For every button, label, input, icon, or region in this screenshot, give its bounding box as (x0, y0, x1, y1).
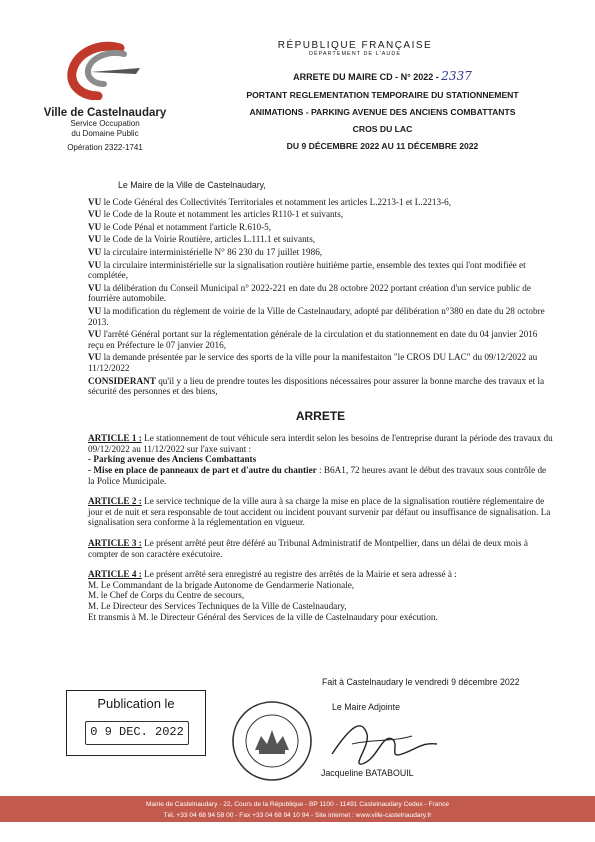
visa-item: VU le Code Général des Collectivités Territoriales et notamment les articles L.2213-1 et L.2213-6, (88, 196, 452, 207)
decree-title-line2: ANIMATIONS - PARKING AVENUE DES ANCIENS COMBATTANTS (249, 107, 516, 117)
recipient-item: M. Le Directeur des Services Techniques de la Ville de Castelnaudary, (88, 601, 347, 611)
article-1-bullet: - Parking avenue des Anciens Combattants (88, 454, 257, 465)
recipient-item: M. Le Commandant de la brigade Autonome de Gendarmerie Nationale, (88, 579, 355, 590)
visa-item: VU la circulaire interministérielle sur la signalisation routière huitième partie, ensemble des textes qui l'ont modifiée et complétée, (88, 259, 526, 281)
service-name: Service Occupation (70, 119, 140, 128)
article-3: ARTICLE 3 : Le présent arrêté peut être déféré au Tribunal Administratif de Montpellier, dans un délai de deux mois à compter de son caractère exécutoire. (88, 538, 528, 559)
city-name: Ville de Castelnaudary (43, 107, 167, 119)
visa-item: VU le Code de la Voirie Routière, articles L.111.1 et suivants, (88, 234, 316, 245)
visa-item: VU le Code Pénal et notamment l'article R.610-5, (88, 221, 272, 232)
handwritten-signature-icon (322, 714, 442, 772)
recipient-item: M. le Chef de Corps du Centre de secours, (88, 590, 245, 601)
decree-number-label: ARRETE DU MAIRE CD - N° 2022 - (293, 72, 439, 82)
city-seal-icon (231, 700, 313, 782)
publication-date-stamp: 0 9 DEC. 2022 (85, 721, 189, 745)
departement-label: DÉPARTEMENT DE L'AUDE (308, 51, 402, 57)
visa-item: VU le Code de la Route et notamment les articles R110-1 et suivants, (88, 209, 344, 220)
republique-label: RÉPUBLIQUE FRANÇAISE (277, 40, 433, 51)
city-logo-icon (60, 40, 150, 100)
visa-item: VU la délibération du Conseil Municipal n° 2022-221 en date du 28 octobre 2022 portant création d'un service public de fourrière automobile. (88, 282, 531, 304)
visas-list (88, 197, 553, 397)
signatory-name: Jacqueline BATABOUIL (321, 768, 414, 778)
visa-item: VU la circulaire interministérielle N° 86 230 du 17 juillet 1986, (88, 246, 323, 257)
article-2: ARTICLE 2 : Le service technique de la ville aura à sa charge la mise en place de la signalisation routière réglementaire de jour et de nuit et sera responsable de tout accident ou incident pouvant survenir par défaut ou insuffisance de signalisation. La signalisation sera conforme à la réglementation en vigueur. (88, 496, 551, 528)
place-and-date: Fait à Castelnaudary le vendredi 9 décembre 2022 (322, 677, 520, 687)
article-2-label: ARTICLE 2 : (88, 496, 142, 507)
article-4: ARTICLE 4 : Le présent arrêté sera enregistré au registre des arrêtés de la Mairie et sera adressé à : M. Le Commandant de la brigade Autonome de Gendarmerie Nationale, M. le Chef de Corps du Centre de secours, M. Le Directeur des Services Techniques de la Ville de Castelnaudary, Et transmis à M. le Directeur Général des Services de la ville de Castelnaudary pour exécution. (88, 569, 553, 622)
article-1: ARTICLE 1 : Le stationnement de tout véhicule sera interdit selon les besoins de l'entreprise durant la période des travaux du 09/12/2022 au 11/12/2022 sur l'axe suivant : - Parking avenue des Anciens Combattants - Mise en place de panneaux de part et d'autre du chantier : B6A1, 72 heures avant le début des travaux sous contrôle de la Police Municipale. (88, 433, 553, 486)
considerant-item: CONSIDERANT qu'il y a lieu de prendre toutes les dispositions nécessaires pour assurer la bonne marche des travaux et la sécurité des personnes et des biens, (88, 375, 545, 397)
decree-title-line3: CROS DU LAC (352, 124, 413, 134)
decree-title-line1: PORTANT REGLEMENTATION TEMPORAIRE DU STATIONNEMENT (246, 90, 519, 100)
visa-item: VU l'arrêté Général portant sur la réglementation générale de la circulation et du stationnement en date du 04 janvier 2016 reçu en Préfecture le 07 janvier 2016, (88, 329, 538, 350)
article-4-label: ARTICLE 4 : (88, 569, 142, 580)
visa-item: VU la demande présentée par le service des sports de la ville pour la manifestaiton "le CROS DU LAC" du 09/12/2022 au 11/12/2022 (88, 352, 538, 373)
article-1-label: ARTICLE 1 : (88, 433, 142, 444)
decree-header (195, 40, 570, 151)
publication-box (66, 690, 206, 756)
operation-number: Opération 2322-1741 (67, 143, 143, 152)
city-identity (30, 40, 180, 152)
decree-title-line4: DU 9 DÉCEMBRE 2022 AU 11 DÉCEMBRE 2022 (286, 141, 479, 151)
article-3-label: ARTICLE 3 : (88, 538, 142, 549)
footer-contact: Tél. +33 04 68 94 58 00 - Fax +33 04 68 94 10 94 - Site internet : www.ville-castelnaudary.fr (163, 812, 432, 819)
intro-line: Le Maire de la Ville de Castelnaudary, (118, 180, 266, 190)
decree-number-handwritten: 2337 (441, 69, 472, 83)
recipient-item: Et transmis à M. le Directeur Général des Services de la ville de Castelnaudary pour exécution. (88, 611, 438, 622)
visa-item: VU la modification du règlement de voirie de la Ville de Castelnaudary, adopté par délibération n°380 en date du 28 octobre 2013. (88, 305, 545, 327)
arrete-heading: ARRETE (295, 408, 346, 423)
decree-body (88, 180, 553, 632)
article-1-bullet: - Mise en place de panneaux de part et d'autre du chantier : B6A1, 72 heures avant le début des travaux sous contrôle de la Police Municipale. (88, 465, 547, 486)
publication-title: Publication le (97, 696, 175, 711)
footer-address: Mairie de Castelnaudary - 22, Cours de la République - BP 1100 - 11491 Castelnaudary Cedex - France (145, 801, 450, 808)
signatory-title: Le Maire Adjointe (332, 702, 400, 712)
service-name-line2: du Domaine Public (71, 128, 139, 138)
decree-number (195, 69, 570, 83)
page-footer (0, 796, 595, 822)
